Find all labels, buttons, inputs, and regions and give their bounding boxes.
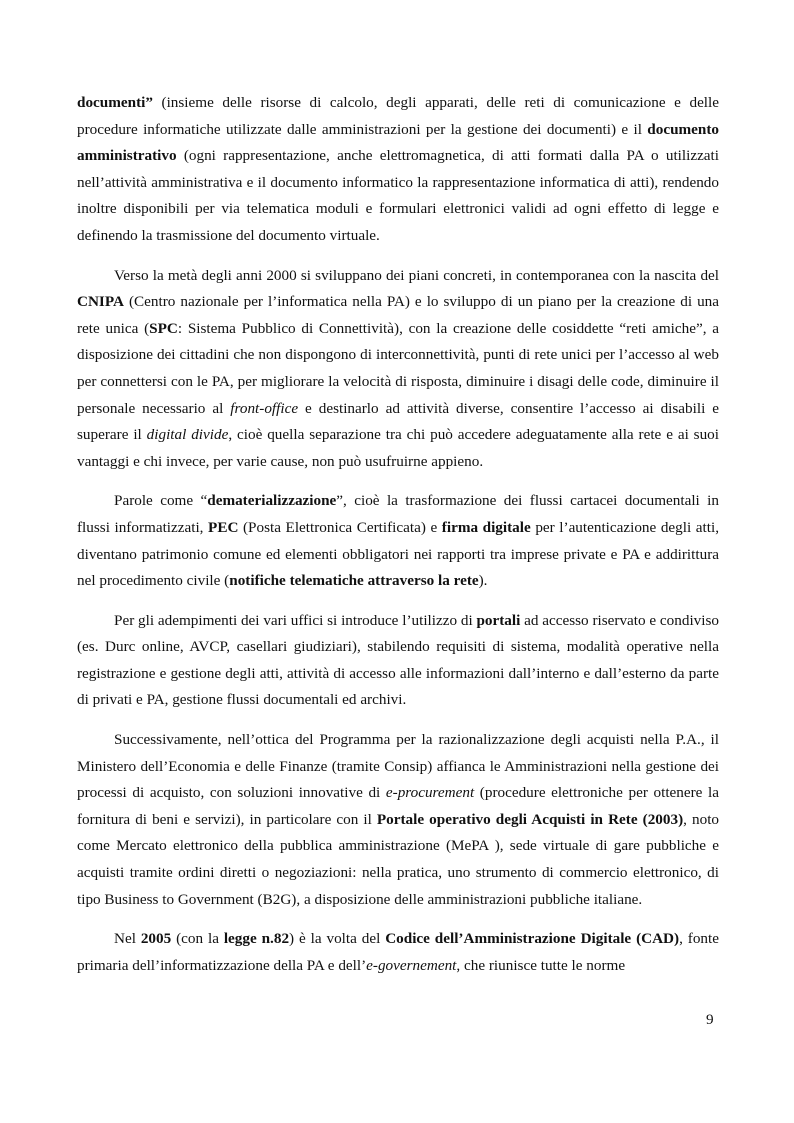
bold-run: legge n.82 (223, 930, 290, 948)
bold-run: PEC (208, 518, 239, 536)
text-run: per l’autenticazione degli atti, diventano patrimonio comune ed elementi obbligatori nei rapporti tra imprese private e PA e addirittura nel procedimento civile ( (77, 518, 719, 590)
text-run: , cioè quella separazione tra chi può accedere adeguatamente alla rete e ai suoi vantaggi e chi invece, per varie cause, non può usufruirne appieno. (77, 426, 719, 470)
text-run: Nel (114, 930, 141, 948)
paragraph (77, 608, 719, 714)
bold-run: notifiche telematiche attraverso la rete (229, 572, 479, 590)
text-run: Successivamente, nell’ottica del Programma per la razionalizzazione degli acquisti nella P.A., il Ministero dell’Economia e delle Finanze (tramite Consip) affianca le Amministrazioni nella gestione dei processi di acquisto, con soluzioni innovative di (77, 731, 719, 802)
text-run: : Sistema Pubblico di Connettività), con la creazione delle cosiddette “reti amiche”, a disposizione dei cittadini che non dispongono di interconnettività, punti di rete unici per l’accesso al web per connettersi con le PA, per migliorare la velocità di risposta, diminuire i disagi delle code, diminuire il personale necessario al (77, 319, 719, 417)
bold-run: Codice dell’Amministrazione Digitale (CAD) (385, 930, 680, 948)
bold-run: 2005 (140, 930, 172, 948)
text-run: ). (478, 572, 488, 590)
bold-run: SPC (149, 319, 178, 337)
paragraph (77, 926, 719, 979)
paragraph (77, 488, 719, 594)
bold-run: Portale operativo degli Acquisti in Rete (2003) (376, 810, 684, 828)
text-run: (ogni rappresentazione, anche elettromagnetica, di atti formati dalla PA o utilizzati nell’attività amministrativa e il documento informatico la rappresentazione informatica di atti), rendendo inoltre disponibili per via telematica moduli e formulari elettronici validi ad ogni effetto di legge e definendo la trasmissione del documento virtuale. (77, 147, 719, 244)
bold-run: firma digitale (441, 518, 531, 536)
italic-run: e-governement (366, 956, 457, 974)
text-run: Parole come “ (114, 492, 208, 510)
paragraph (77, 263, 719, 476)
bold-run: documenti” (77, 94, 153, 111)
text-run: ad accesso riservato e condiviso (es. Durc online, AVCP, casellari giudiziari), stabilendo requisiti di sistema, modalità operative nella registrazione e gestione degli atti, attività di accesso alle informazioni dall’interno e dall’esterno da parte di privati e PA, gestione flussi documentali ed archivi. (77, 611, 719, 709)
text-run: Per gli adempimenti dei vari uffici si introduce l’utilizzo di (114, 611, 477, 629)
bold-run: documento amministrativo (77, 120, 719, 165)
text-run: (procedure elettroniche per ottenere la fornitura di beni e servizi), in particolare con il (77, 784, 719, 828)
text-run: e destinarlo ad attività diverse, consentire l’accesso ai disabili e superare il (77, 399, 719, 444)
italic-run: digital divide (146, 426, 229, 444)
text-run: , fonte primaria dell’informatizzazione della PA e dell’ (77, 930, 719, 974)
page-number: 9 (706, 1011, 714, 1028)
italic-run: e-procurement (385, 784, 475, 802)
text-run: (insieme delle risorse di calcolo, degli apparati, delle reti di comunicazione e delle procedure informatiche utilizzate dalle amministrazioni per la gestione dei documenti) e il (77, 94, 719, 138)
paragraph (77, 90, 719, 250)
bold-run: portali (476, 611, 521, 629)
text-run: ”, cioè la trasformazione dei flussi cartacei documentali in flussi informatizzati, (77, 492, 719, 536)
italic-run: front-office (230, 399, 299, 417)
text-run: (con la (171, 930, 224, 948)
bold-run: dematerializzazione (207, 492, 337, 510)
bold-run: CNIPA (77, 293, 124, 311)
text-run: , noto come Mercato elettronico della pubblica amministrazione (MePA ), sede virtuale di gare pubbliche e acquisti tramite ordini diretti o negoziazioni: nella pratica, uno strumento di commercio elettronico, di tipo Business to Government (B2G), a disposizione delle amministrazioni pubbliche italiane. (77, 810, 720, 908)
document-page (77, 90, 719, 992)
text-run: ) è la volta del (289, 930, 386, 948)
paragraph (77, 727, 719, 913)
text-run: (Centro nazionale per l’informatica nella PA) e lo sviluppo di un piano per la creazione di una rete unica ( (77, 293, 719, 337)
text-run: (Posta Elettronica Certificata) e (238, 518, 442, 536)
text-run: Verso la metà degli anni 2000 si sviluppano dei piani concreti, in contemporanea con la nascita del (114, 266, 719, 284)
text-run: , che riunisce tutte le norme (456, 956, 626, 974)
